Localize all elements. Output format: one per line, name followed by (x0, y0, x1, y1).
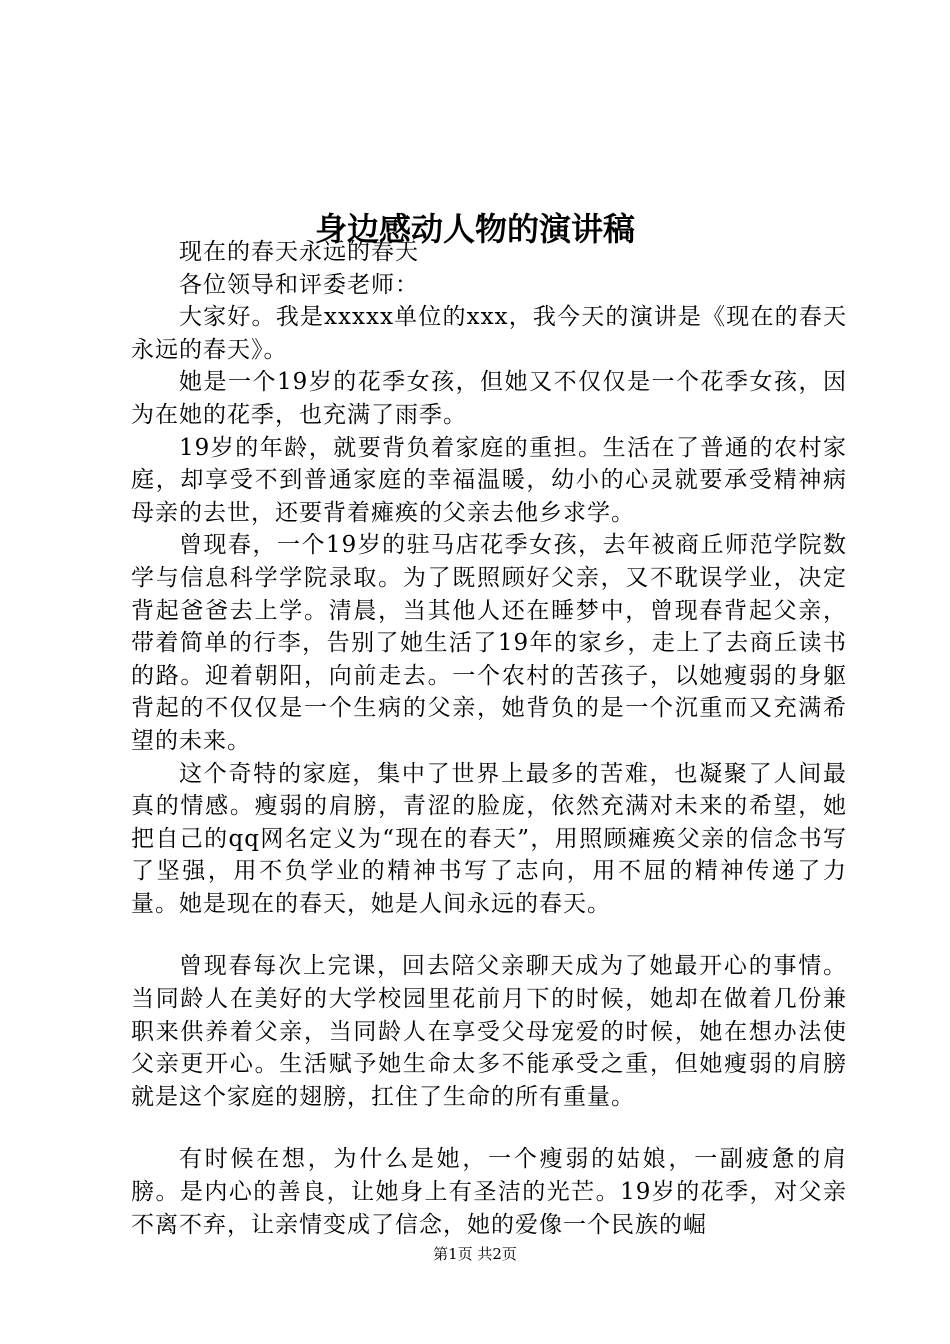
paragraph: 这个奇特的家庭，集中了世界上最多的苦难，也凝聚了人间最真的情感。瘦弱的肩膀，青涩的脸庞，依然充满对未来的希望，她把自己的qq网名定义为“现在的春天”，用照顾瘫痪父亲的信念书写了坚强，用不负学业的精神书写了志向，用不屈的精神传递了力量。她是现在的春天，她是人间永远的春天。 (131, 760, 847, 917)
paragraph: 19岁的年龄，就要背负着家庭的重担。生活在了普通的农村家庭，却享受不到普通家庭的幸福温暖，幼小的心灵就要承受精神病母亲的去世，还要背着瘫痪的父亲去他乡求学。 (131, 434, 847, 526)
paragraph: 现在的春天永远的春天 (179, 239, 419, 265)
document-title: 身边感动人物的演讲稿 (314, 210, 635, 249)
paragraph: 曾现春每次上完课，回去陪父亲聊天成为了她最开心的事情。当同龄人在美好的大学校园里花前月下的时候，她却在做着几份兼职来供养着父亲，当同龄人在享受父母宠爱的时候，她在想办法使父亲更开心。生活赋予她生命太多不能承受之重，但她瘦弱的肩膀就是这个家庭的翅膀，扛住了生命的所有重量。 (131, 953, 847, 1110)
paragraph: 大家好。我是xxxxx单位的xxx，我今天的演讲是《现在的春天永远的春天》。 (131, 304, 847, 363)
paragraph: 她是一个19岁的花季女孩，但她又不仅仅是一个花季女孩，因为在她的花季，也充满了雨季。 (131, 369, 847, 428)
paragraph: 各位领导和评委老师： (179, 271, 419, 298)
paragraph: 曾现春，一个19岁的驻马店花季女孩，去年被商丘师范学院数学与信息科学学院录取。为了既照顾好父亲，又不耽误学业，决定背起爸爸去上学。清晨，当其他人还在睡梦中，曾现春背起父亲，带着简单的行李，告别了她生活了19年的家乡，走上了去商丘读书的路。迎着朝阳，向前走去。一个农村的苦孩子，以她瘦弱的身躯背起的不仅仅是一个生病的父亲，她背负的是一个沉重而又充满希望的未来。 (131, 532, 847, 754)
paragraph: 有时候在想，为什么是她，一个瘦弱的姑娘，一副疲惫的肩膀。是内心的善良，让她身上有圣洁的光芒。19岁的花季，对父亲不离不弃，让亲情变成了信念，她的爱像一个民族的崛 (131, 1146, 847, 1238)
page-number-footer: 第1页 共2页 (433, 1245, 517, 1263)
document-body (131, 236, 847, 1241)
